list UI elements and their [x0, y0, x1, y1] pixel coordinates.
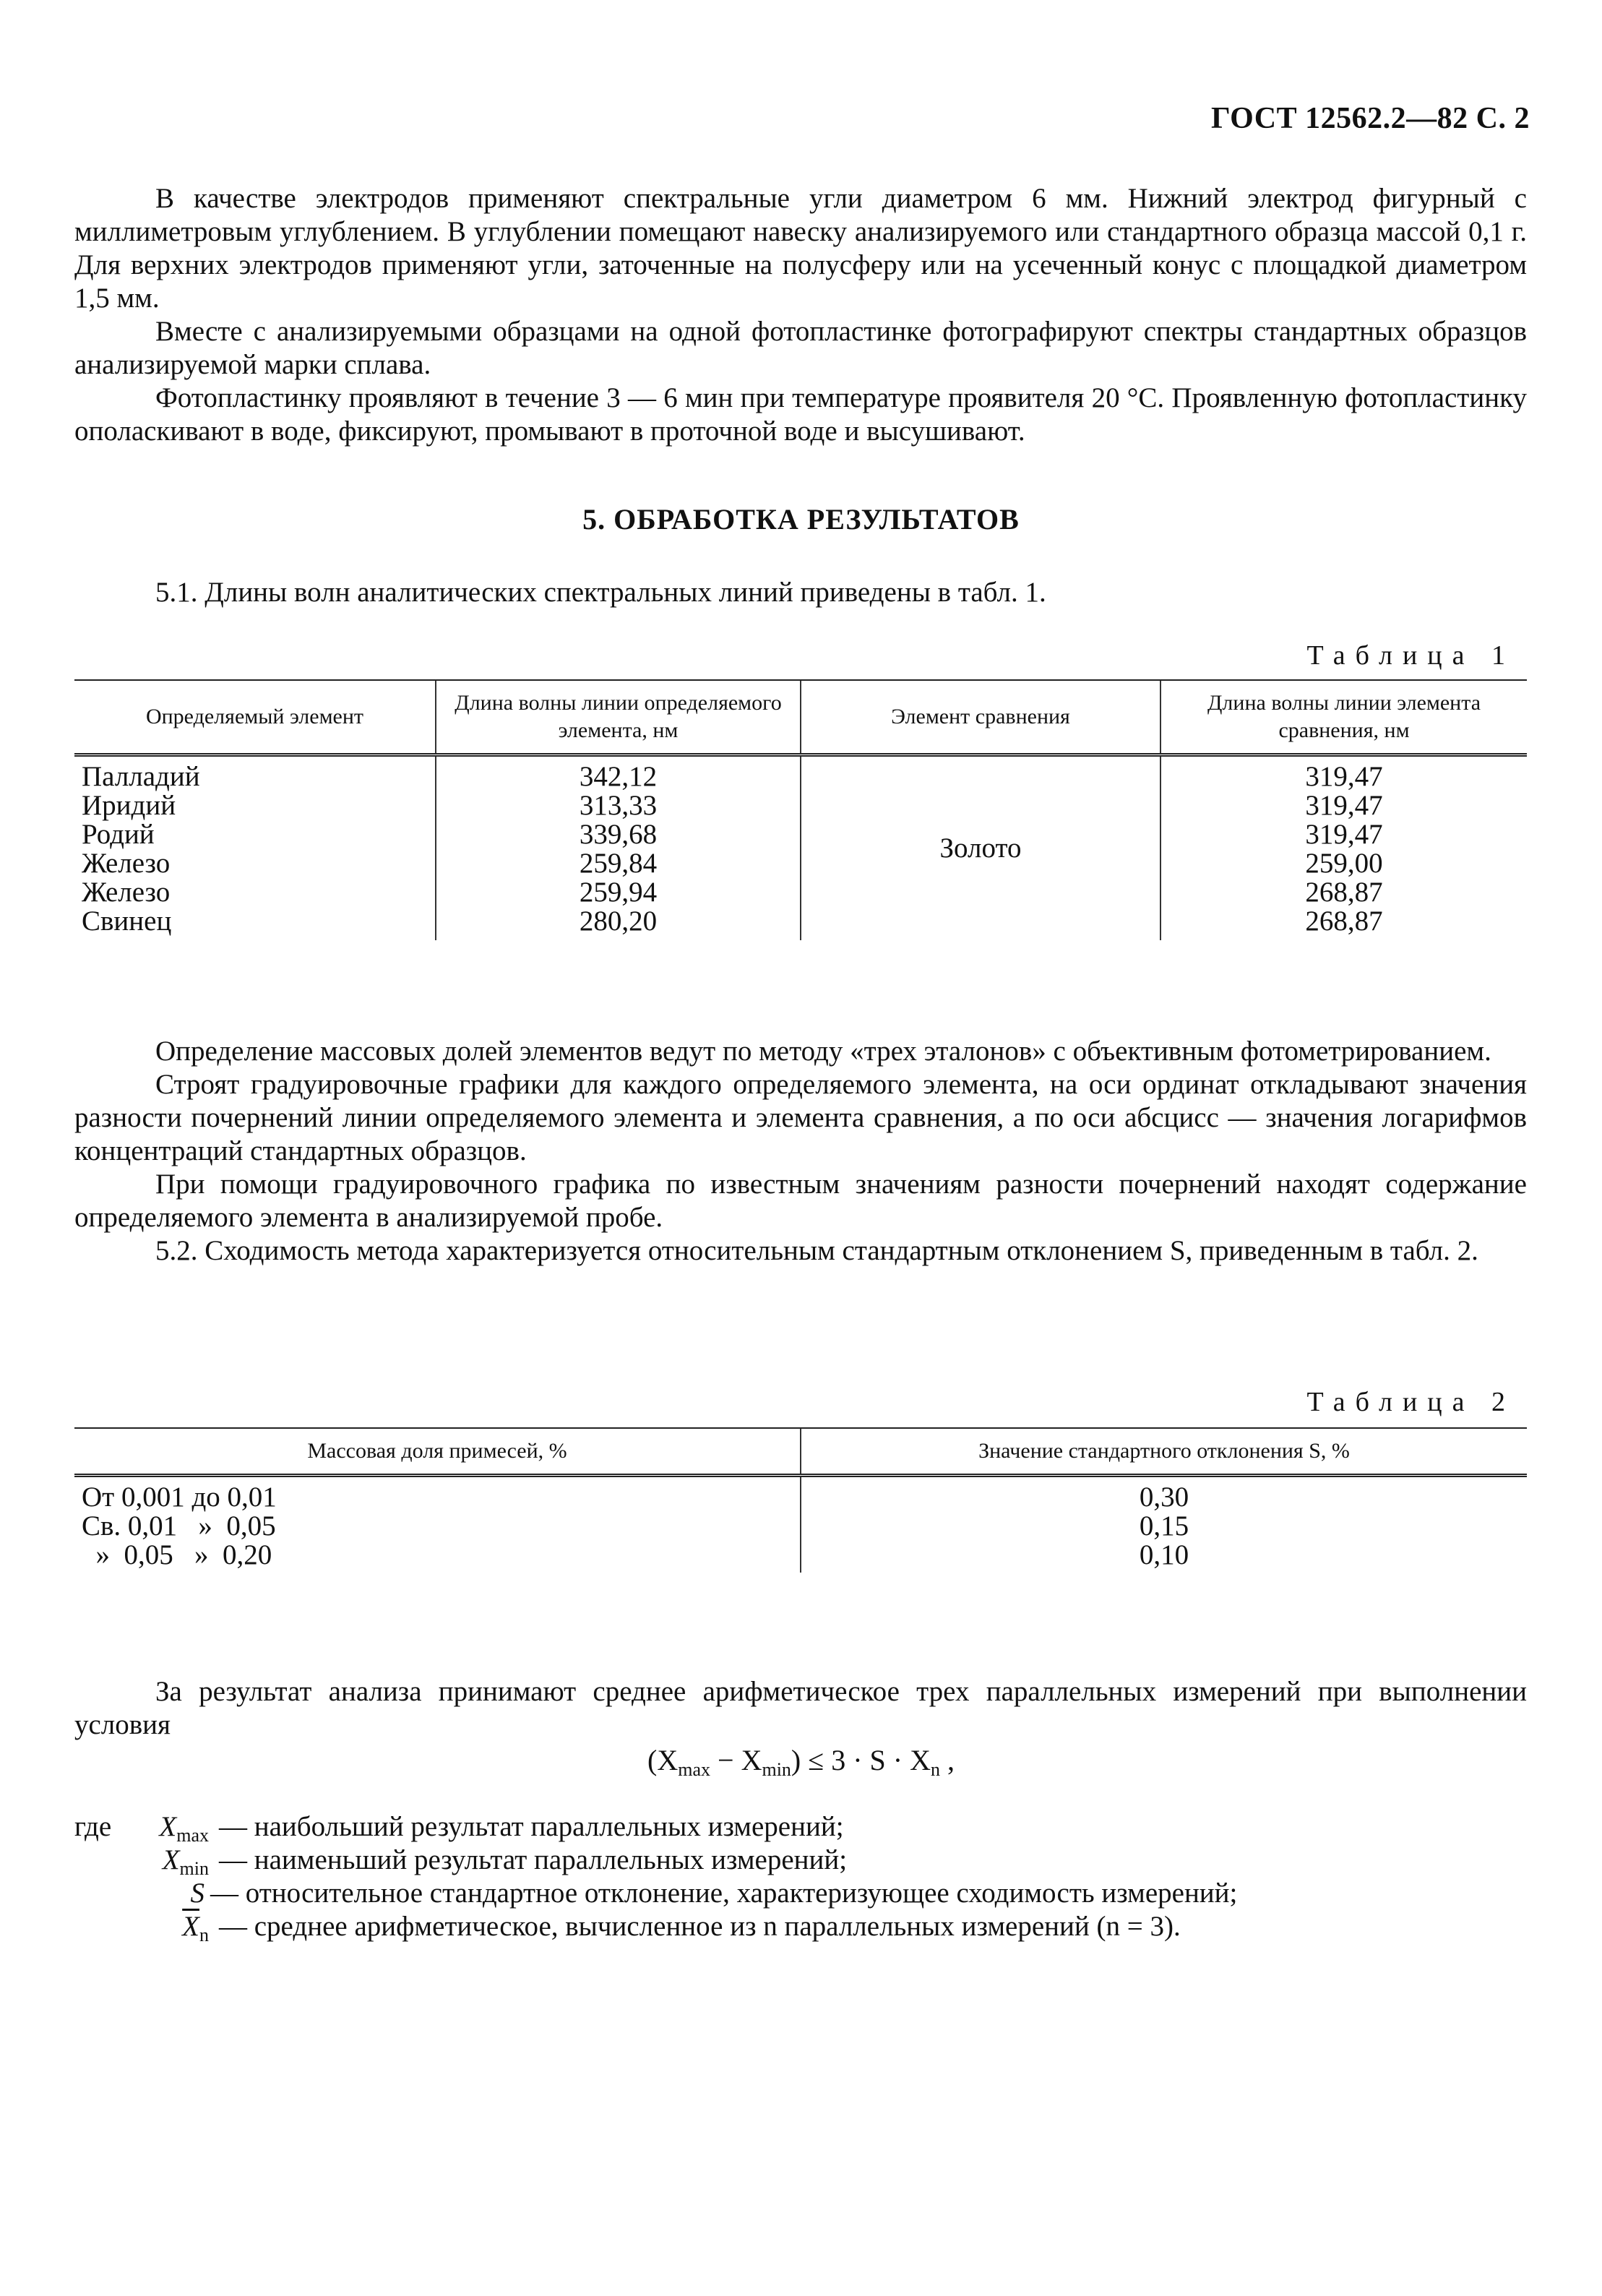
table-2	[74, 1427, 1527, 1573]
table2-value-column	[801, 1476, 1527, 1573]
paragraph: Определение массовых долей элементов ведут по методу «трех эталонов» с объективным фотометрированием.	[155, 1036, 1491, 1067]
legend-description: — наибольший результат параллельных измерений;	[219, 1811, 844, 1842]
table1-comparison-element: Золото	[801, 755, 1160, 941]
legend-description: — относительное стандартное отклонение, характеризующее сходимость измерений;	[210, 1878, 1238, 1909]
paragraph: 5.2. Сходимость метода характеризуется относительным стандартным отклонением S, приведенным в табл. 2.	[155, 1235, 1478, 1266]
table1-header-element: Определяемый элемент	[74, 680, 436, 755]
paragraph: В качестве электродов применяют спектральные угли диаметром 6 мм. Нижний электрод фигурный с миллиметровым углублением. В углублении помещают навеску анализируемого или стандартного образца массой 0,1 г. Для верхних электродов применяют угли, заточенные на полусферу или на усеченный конус с площадкой диаметром 1,5 мм.	[74, 183, 1527, 314]
table-cell: От 0,001 до 0,01	[82, 1482, 277, 1513]
table-cell: » 0,05 » 0,20	[82, 1539, 272, 1570]
paragraph: Фотопластинку проявляют в течение 3 — 6 мин при температуре проявителя 20 °С. Проявленную фотопластинку ополаскивают в воде, фиксируют, промывают в проточной воде и высушивают.	[74, 382, 1527, 447]
table-cell: Родий	[82, 819, 155, 850]
table-cell: 0,10	[1139, 1539, 1189, 1570]
legend-description: — наименьший результат параллельных измерений;	[219, 1844, 848, 1875]
table-cell: 319,47	[1305, 761, 1383, 792]
legend-description: — среднее арифметическое, вычисленное из n параллельных измерений (n = 3).	[219, 1911, 1181, 1942]
table-cell: 319,47	[1305, 819, 1383, 850]
table-cell: Палладий	[82, 761, 200, 792]
table-cell: Свинец	[82, 906, 172, 937]
table1-header-wavelength: Длина волны линии определяемого элемента, нм	[436, 680, 801, 755]
result-text	[74, 1675, 1527, 1742]
table-cell: 268,87	[1305, 877, 1383, 908]
table-cell: 339,68	[579, 819, 658, 850]
table-cell: 259,84	[579, 848, 658, 879]
table2-header-deviation: Значение стандартного отклонения S, %	[801, 1428, 1527, 1476]
paragraph: При помощи градуировочного графика по известным значениям разности почернений находят содержание определяемого элемента в анализируемой пробе.	[74, 1169, 1527, 1233]
formula: $(X_{max} - X_{min}) \le 3 \cdot S \cdot X_n$ ,	[647, 1744, 955, 1780]
table-cell: Св. 0,01 » 0,05	[82, 1510, 276, 1542]
table-cell: Железо	[82, 848, 171, 879]
paragraph: За результат анализа принимают среднее арифметическое трех параллельных измерений при выполнении условия	[74, 1676, 1527, 1740]
table1-caption: Таблица 1	[1306, 640, 1515, 671]
table-cell: Иридий	[82, 790, 176, 821]
intro-text	[74, 182, 1527, 448]
table-cell: 0,30	[1139, 1482, 1189, 1513]
legend-symbol: $X_{max}$	[159, 1811, 209, 1846]
table-cell: 280,20	[579, 906, 658, 937]
paragraph: 5.1. Длины волн аналитических спектральных линий приведены в табл. 1.	[155, 577, 1046, 608]
paragraph: Вместе с анализируемыми образцами на одной фотопластинке фотографируют спектры стандартных образцов анализируемой марки сплава.	[74, 316, 1527, 380]
table2-caption: Таблица 2	[1306, 1387, 1515, 1417]
section-title: 5. ОБРАБОТКА РЕЗУЛЬТАТОВ	[582, 503, 1020, 536]
table-cell: 319,47	[1305, 790, 1383, 821]
section-5-1	[74, 576, 1527, 609]
table-cell: 268,87	[1305, 906, 1383, 937]
table-cell: 342,12	[579, 761, 658, 792]
table1-comparison-wavelength-column	[1160, 755, 1527, 941]
table-cell: 313,33	[579, 790, 658, 821]
legend-symbol: $X_{min}$	[162, 1844, 209, 1879]
table1-elements-column	[74, 755, 436, 941]
table1-wavelength-column	[436, 755, 801, 941]
paragraph: Строят градуировочные графики для каждого определяемого элемента, на оси ординат откладывают значения разности почернений линии определяемого элемента и элемента сравнения, а по оси абсцисс — значения логарифмов концентраций стандартных образцов.	[74, 1069, 1527, 1166]
page-header: ГОСТ 12562.2—82 С. 2	[1210, 102, 1530, 135]
table-cell: Железо	[82, 877, 171, 908]
table-cell: 0,15	[1139, 1510, 1189, 1542]
table1-header-comparison-wavelength: Длина волны линии элемента сравнения, нм	[1160, 680, 1527, 755]
legend-symbol: $\overline{X}_n$	[182, 1911, 209, 1945]
table-cell: 259,00	[1305, 848, 1383, 879]
table2-header-range: Массовая доля примесей, %	[74, 1428, 801, 1476]
legend-prefix: где	[74, 1811, 112, 1842]
table2-range-column	[74, 1476, 801, 1573]
table-cell: 259,94	[579, 877, 658, 908]
legend-symbol: S	[190, 1878, 204, 1909]
table-1	[74, 679, 1527, 940]
method-text	[74, 1035, 1527, 1268]
table1-header-comparison: Элемент сравнения	[801, 680, 1160, 755]
